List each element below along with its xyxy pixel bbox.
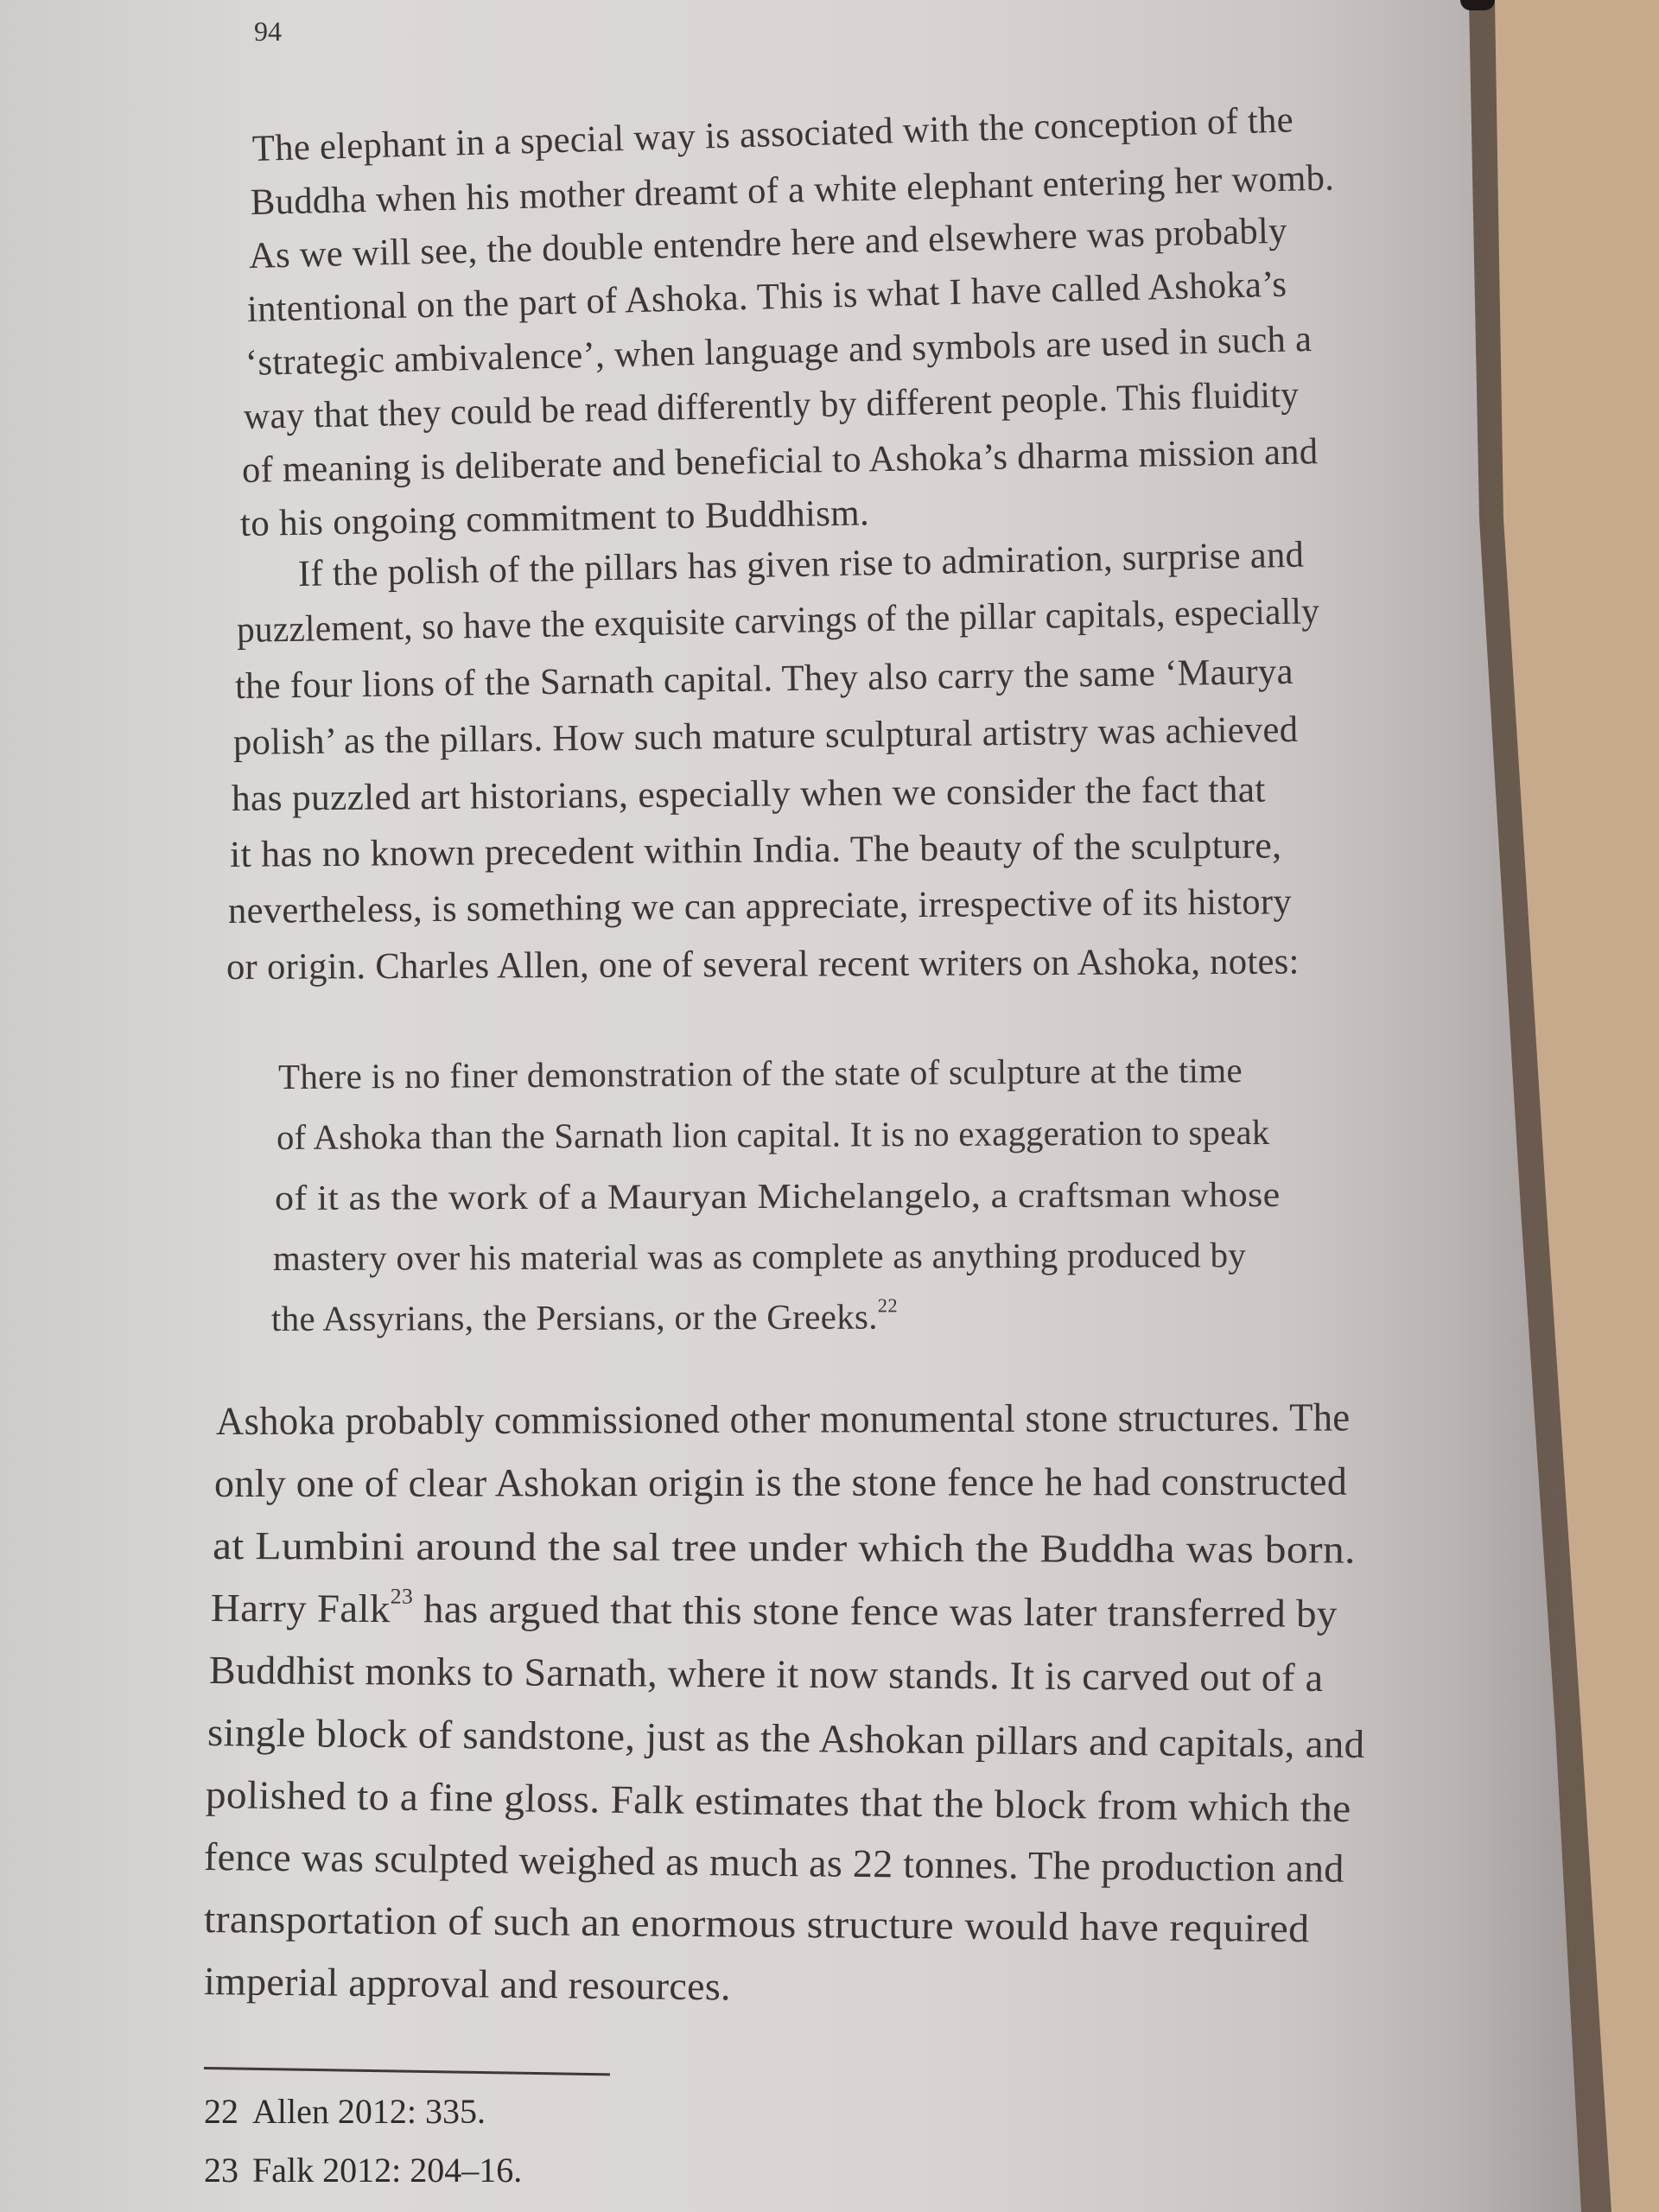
text-line: fence was sculpted weighed as much as 22 tonnes. The production and [203,1834,1344,1891]
quote-line: of Ashoka than the Sarnath lion capital. It is no exaggeration to speak [276,1111,1270,1157]
book-clip [1460,0,1495,10]
text-line: way that they could be read differently by different people. This fluidity [243,374,1300,437]
footnote-23 [204,2150,522,2190]
quote-line: of it as the work of a Mauryan Michelangelo, a craftsman whose [274,1173,1281,1217]
footnote-22 [204,2091,486,2132]
text-continuation: has argued that this stone fence was later transferred by [423,1586,1338,1636]
text-line: polished to a fine gloss. Falk estimates that the block from which the [205,1772,1351,1831]
quote-text: the Assyrians, the Persians, or the Greeks. [270,1296,878,1338]
quote-line [271,1295,898,1339]
quote-line: There is no finer demonstration of the state of sculpture at the time [277,1050,1243,1096]
footnote-ref-22[interactable]: 22 [877,1294,898,1317]
text-line: has puzzled art historians, especially when we consider the fact that [231,769,1266,819]
text-line: If the polish of the pillars has given rise to admiration, surprise and [297,534,1305,594]
text-line: ‘strategic ambivalence’, when language and symbols are used in such a [245,318,1313,384]
text-line: it has no known precedent within India. The beauty of the sculpture, [229,825,1282,875]
text-line: only one of clear Ashokan origin is the stone fence he had constructed [213,1459,1348,1505]
text-line: puzzlement, so have the exquisite carvings of the pillar capitals, especially [236,591,1320,651]
quote-line: mastery over his material was as complete as anything produced by [272,1235,1247,1278]
text-line: Ashoka probably commissioned other monumental stone structures. The [215,1395,1351,1443]
author-name: Harry Falk [210,1586,391,1631]
text-line: to his ongoing commitment to Buddhism. [239,493,870,544]
page-number: 94 [254,16,282,47]
text-line: Buddhist monks to Sarnath, where it now stands. It is carved out of a [208,1648,1324,1700]
text-line: Buddha when his mother dreamt of a white elephant entering her womb. [250,157,1335,223]
text-line: intentional on the part of Ashoka. This is what I have called Ashoka’s [246,264,1287,330]
text-line: nevertheless, is something we can appreciate, irrespective of its history [227,881,1293,931]
text-line: the four lions of the Sarnath capital. They also carry the same ‘Maurya [234,651,1294,707]
text-line: The elephant in a special way is associated with the conception of the [251,99,1294,169]
text-line: or origin. Charles Allen, one of several recent writers on Ashoka, notes: [226,941,1300,988]
footnote-text: Falk 2012: 204–16. [252,2151,523,2190]
text-line: at Lumbini around the sal tree under which the Buddha was born. [212,1523,1356,1572]
text-line: As we will see, the double entendre here and elsewhere was probably [248,210,1288,276]
text-line [211,1585,1338,1637]
text-line: transportation of such an enormous structure would have required [203,1897,1310,1951]
text-line: of meaning is deliberate and beneficial to Ashoka’s dharma mission and [241,431,1319,491]
footnote-number: 23 [204,2151,238,2190]
text-line: single block of sandstone, just as the Ashokan pillars and capitals, and [207,1710,1365,1767]
text-line: polish’ as the pillars. How such mature sculptural artistry was achieved [232,709,1299,763]
text-line: imperial approval and resources. [203,1959,732,2009]
footnote-text: Allen 2012: 335. [252,2092,486,2131]
footnote-number: 22 [204,2092,238,2131]
footnote-ref-23[interactable]: 23 [390,1584,414,1609]
